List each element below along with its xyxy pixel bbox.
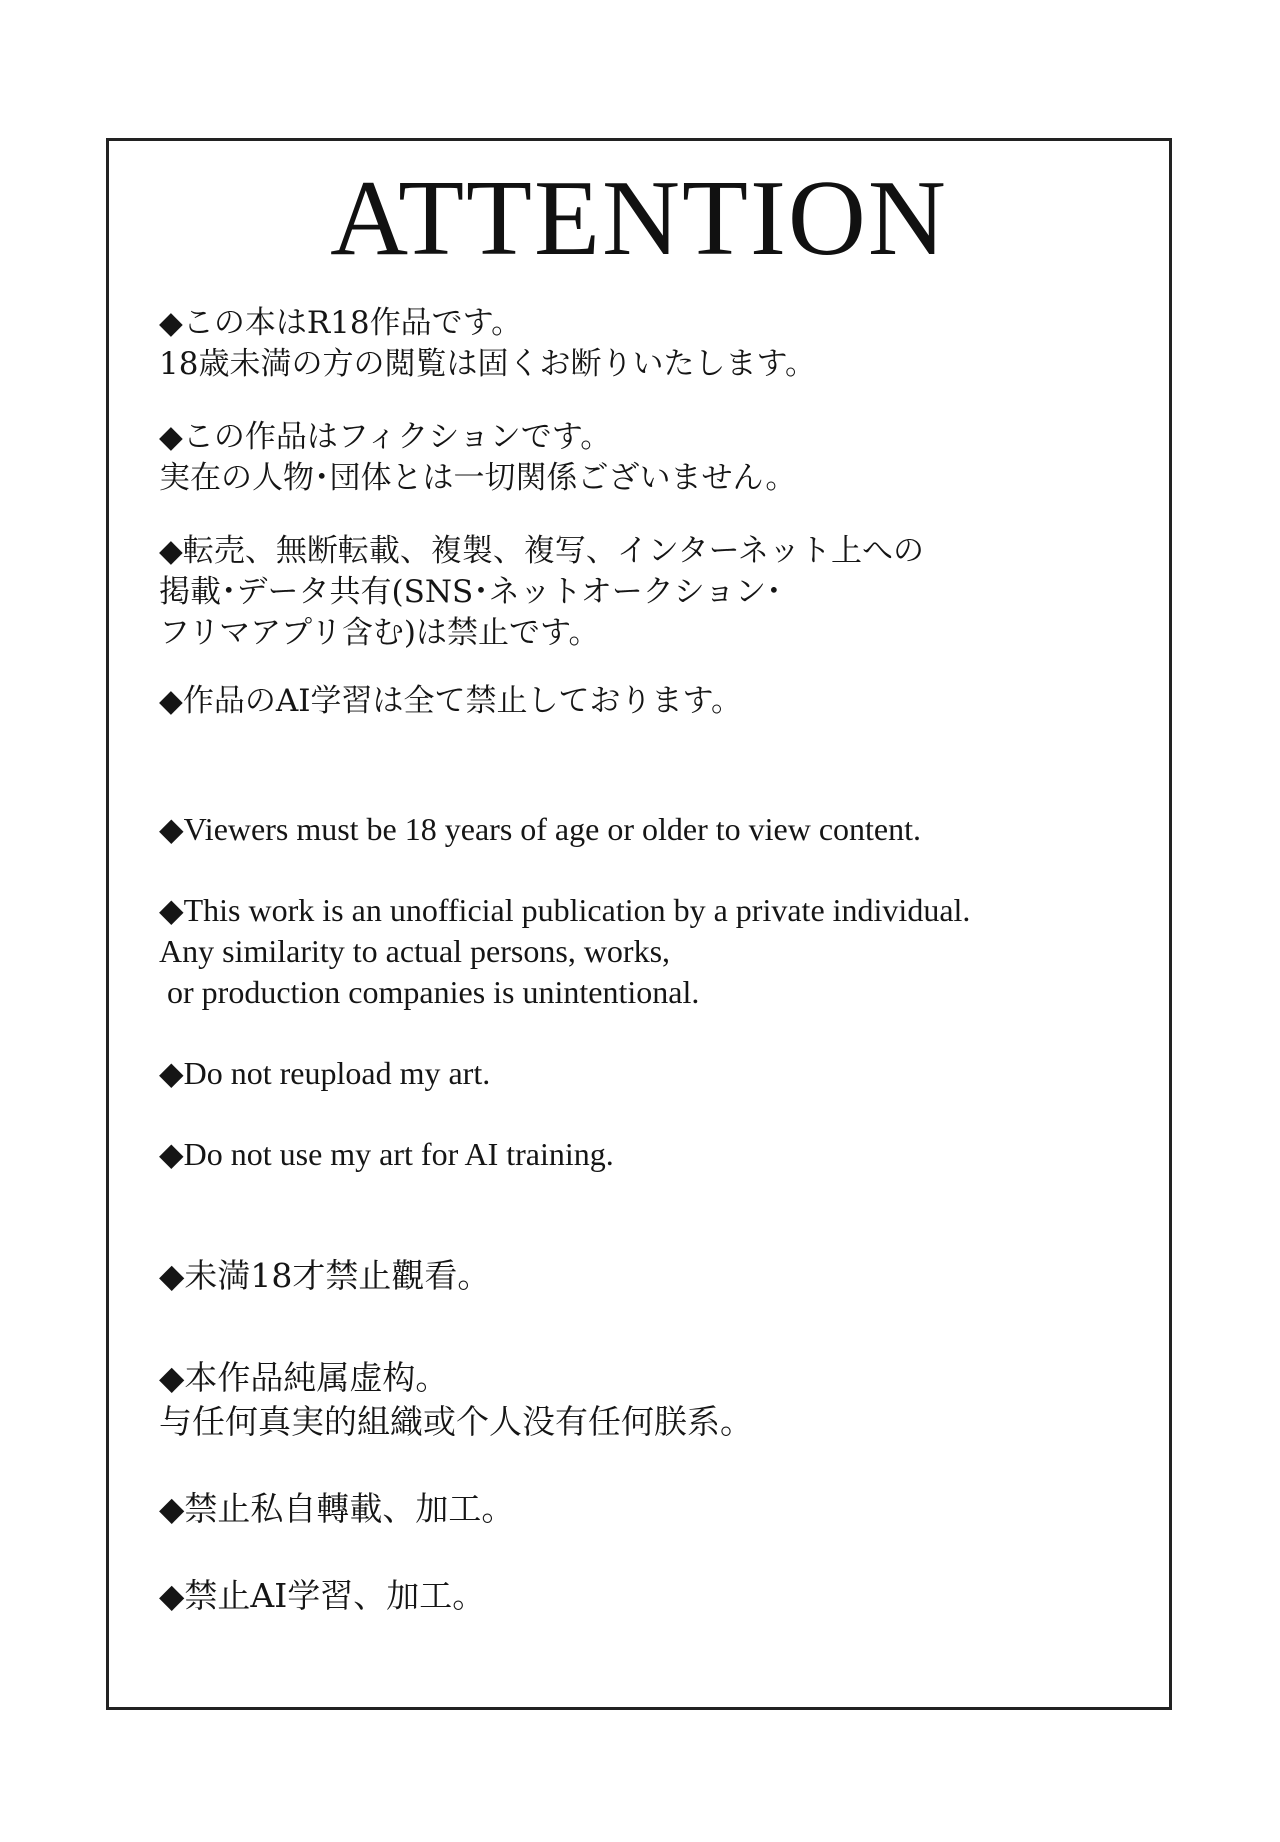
notice-frame — [106, 138, 1172, 1710]
notice-ai-jp: ◆作品のAI学習は全て禁止しております。 — [159, 683, 742, 719]
notice-reupload-en: ◆Do not reupload my art. — [159, 1055, 491, 1091]
notice-fiction-jp: ◆この作品はフィクションです。 実在の人物･団体とは一切関係ございません。 — [159, 419, 797, 496]
notice-reprint-zh: ◆禁止私自轉載、加工。 — [159, 1489, 515, 1528]
notice-ai-zh: ◆禁止AI学習、加工。 — [159, 1576, 486, 1615]
notice-fiction-zh: ◆本作品純属虚构。 与任何真実的組織或个人没有任何朕系。 — [159, 1358, 753, 1441]
notice-age-zh: ◆未満18才禁止觀看。 — [159, 1256, 491, 1295]
notice-unofficial-en: ◆This work is an unofficial publication by a private individual. Any similarity to actual persons, works, or production companies is unintentional. — [159, 892, 971, 1010]
notice-age-en: ◆Viewers must be 18 years of age or older to view content. — [159, 811, 922, 847]
notice-reprint-jp: ◆転売、無断転載、複製、複写、インターネット上への 掲載･データ共有(SNS･ネットオークション･ フリマアプリ含む)は禁止です。 — [159, 533, 925, 651]
page-title: ATTENTION — [330, 159, 948, 278]
notice-ai-en: ◆Do not use my art for AI training. — [159, 1136, 614, 1172]
notice-r18-jp: ◆この本はR18作品です。 18歳未満の方の閲覧は固くお断りいたします。 — [159, 305, 816, 382]
